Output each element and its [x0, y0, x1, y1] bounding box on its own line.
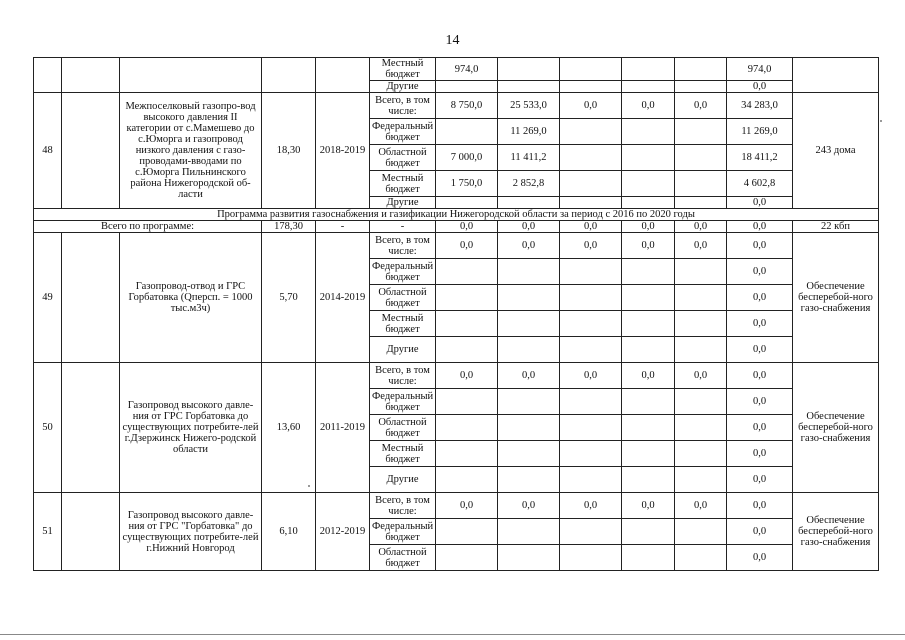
value-y2019 — [622, 441, 675, 467]
value-y2016: 0,0 — [436, 363, 498, 389]
value-total: 0,0 — [727, 467, 793, 493]
value-y2018 — [560, 415, 622, 441]
value-y2018 — [560, 337, 622, 363]
value-y2017 — [498, 81, 560, 93]
value-y2019 — [622, 285, 675, 311]
value-y2018: 0,0 — [560, 233, 622, 259]
value-y2020 — [675, 337, 727, 363]
funding-source: Всего, в том числе: — [370, 233, 436, 259]
value-y2017: 11 269,0 — [498, 119, 560, 145]
item-length: 18,30 — [262, 93, 316, 209]
item-blank — [62, 93, 120, 209]
table-row — [34, 363, 879, 389]
value-y2018 — [560, 311, 622, 337]
value-total: 0,0 — [727, 519, 793, 545]
value-total: 0,0 — [727, 259, 793, 285]
item-number: 49 — [34, 233, 62, 363]
value-y2016 — [436, 197, 498, 209]
funding-source: Областной бюджет — [370, 415, 436, 441]
value-y2019 — [622, 81, 675, 93]
cell-name — [120, 58, 262, 93]
value-y2017: 0,0 — [498, 363, 560, 389]
item-number: 48 — [34, 93, 62, 209]
value-y2018: 0,0 — [560, 363, 622, 389]
value-total: 0,0 — [727, 493, 793, 519]
funding-source: Другие — [370, 81, 436, 93]
table-body — [34, 58, 879, 571]
value-y2016 — [436, 285, 498, 311]
value-y2018 — [560, 545, 622, 571]
value-y2016 — [436, 519, 498, 545]
value-y2019: 0,0 — [622, 233, 675, 259]
value-y2020 — [675, 311, 727, 337]
table-row — [34, 233, 879, 259]
funding-source: Местный бюджет — [370, 58, 436, 81]
value-y2016 — [436, 415, 498, 441]
value-y2018 — [560, 441, 622, 467]
value-y2016: 0,0 — [436, 493, 498, 519]
value-y2017: 0,0 — [498, 493, 560, 519]
value-total: 0,0 — [727, 415, 793, 441]
value-total: 0,0 — [727, 337, 793, 363]
value-y2016 — [436, 259, 498, 285]
table-row — [34, 493, 879, 519]
value-y2020 — [675, 145, 727, 171]
value-y2020 — [675, 545, 727, 571]
item-period: 2018-2019 — [316, 93, 370, 209]
funding-source: Областной бюджет — [370, 285, 436, 311]
item-length: 13,60 — [262, 363, 316, 493]
program-total-label: Всего по программе: — [34, 221, 262, 233]
value-y2017 — [498, 58, 560, 81]
value-y2019 — [622, 145, 675, 171]
value-y2019 — [622, 389, 675, 415]
value-y2019 — [622, 58, 675, 81]
value-y2016: 1 750,0 — [436, 171, 498, 197]
value-total: 0,0 — [727, 545, 793, 571]
item-length: 5,70 — [262, 233, 316, 363]
value-y2019 — [622, 197, 675, 209]
value-y2018 — [560, 119, 622, 145]
table-row — [34, 93, 879, 119]
value-y2017: 0,0 — [498, 233, 560, 259]
item-result: 243 дома — [793, 93, 879, 209]
value-total: 18 411,2 — [727, 145, 793, 171]
value-y2018 — [560, 81, 622, 93]
program-total-y2020: 0,0 — [675, 221, 727, 233]
cell-period — [316, 58, 370, 93]
value-y2019 — [622, 519, 675, 545]
value-y2018 — [560, 58, 622, 81]
value-y2019: 0,0 — [622, 363, 675, 389]
value-y2019 — [622, 337, 675, 363]
value-y2019 — [622, 311, 675, 337]
value-y2016: 0,0 — [436, 233, 498, 259]
funding-source: Областной бюджет — [370, 545, 436, 571]
value-y2020: 0,0 — [675, 233, 727, 259]
value-y2017 — [498, 519, 560, 545]
value-y2017 — [498, 197, 560, 209]
value-y2017 — [498, 337, 560, 363]
funding-source: Другие — [370, 197, 436, 209]
value-y2020 — [675, 119, 727, 145]
item-period: 2012-2019 — [316, 493, 370, 571]
value-total: 0,0 — [727, 197, 793, 209]
cell-length — [262, 58, 316, 93]
value-y2016: 7 000,0 — [436, 145, 498, 171]
item-length: 6,10 — [262, 493, 316, 571]
value-total: 34 283,0 — [727, 93, 793, 119]
item-name: Межпоселковый газопро-вод высокого давления II категории от с.Мамешево до с.Юморга и газопровод низкого давления с газо-проводами-вводами по с.Юморга Пильнинского района Нижегородской об-ласти — [120, 93, 262, 209]
funding-source: Всего, в том числе: — [370, 93, 436, 119]
value-y2020 — [675, 441, 727, 467]
program-total-result: 22 кбп — [793, 221, 879, 233]
cell-num — [34, 58, 62, 93]
item-name: Газопровод высокого давле-ния от ГРС Горбатовка до существующих потребите-лей г.Дзержинск Нижего-родской области — [120, 363, 262, 493]
value-y2017: 25 533,0 — [498, 93, 560, 119]
funding-source: Местный бюджет — [370, 441, 436, 467]
value-total: 0,0 — [727, 285, 793, 311]
value-y2019 — [622, 545, 675, 571]
value-y2019 — [622, 467, 675, 493]
value-y2020: 0,0 — [675, 93, 727, 119]
value-y2016 — [436, 81, 498, 93]
page-number: 14 — [445, 33, 460, 48]
funding-source: Федеральный бюджет — [370, 259, 436, 285]
funding-source: Областной бюджет — [370, 145, 436, 171]
cell-result — [793, 58, 879, 93]
value-y2019 — [622, 119, 675, 145]
value-y2020 — [675, 467, 727, 493]
value-y2017 — [498, 259, 560, 285]
value-y2017: 11 411,2 — [498, 145, 560, 171]
value-y2018 — [560, 259, 622, 285]
value-y2016 — [436, 441, 498, 467]
value-y2018 — [560, 519, 622, 545]
table-row — [34, 221, 879, 233]
funding-source: Другие — [370, 337, 436, 363]
value-y2017 — [498, 467, 560, 493]
value-y2017: 2 852,8 — [498, 171, 560, 197]
item-name: Газопровод высокого давле-ния от ГРС "Горбатовка" до существующих потребите-лей г.Нижний Новгород — [120, 493, 262, 571]
value-y2020 — [675, 389, 727, 415]
table-row — [34, 209, 879, 221]
value-y2017 — [498, 389, 560, 415]
funding-source: Всего, в том числе: — [370, 363, 436, 389]
item-period: 2011-2019 — [316, 363, 370, 493]
item-blank — [62, 363, 120, 493]
program-total-y2019: 0,0 — [622, 221, 675, 233]
value-y2020: 0,0 — [675, 493, 727, 519]
item-number: 51 — [34, 493, 62, 571]
value-total: 0,0 — [727, 363, 793, 389]
value-y2017 — [498, 441, 560, 467]
value-y2018 — [560, 171, 622, 197]
funding-source: Федеральный бюджет — [370, 389, 436, 415]
funding-source: Другие — [370, 467, 436, 493]
scan-edge-line — [0, 634, 905, 635]
scan-speck — [880, 120, 882, 122]
value-y2016: 8 750,0 — [436, 93, 498, 119]
program-total-length: 178,30 — [262, 221, 316, 233]
value-y2019: 0,0 — [622, 93, 675, 119]
item-result: Обеспечение бесперебой-ного газо-снабжения — [793, 233, 879, 363]
program-total-sum: 0,0 — [727, 221, 793, 233]
value-y2016 — [436, 337, 498, 363]
value-y2016 — [436, 311, 498, 337]
value-y2020 — [675, 171, 727, 197]
value-y2018 — [560, 285, 622, 311]
value-total: 11 269,0 — [727, 119, 793, 145]
item-number: 50 — [34, 363, 62, 493]
value-y2020 — [675, 81, 727, 93]
item-result: Обеспечение бесперебой-ного газо-снабжения — [793, 493, 879, 571]
scan-speck — [308, 485, 310, 487]
value-y2018 — [560, 197, 622, 209]
value-total: 0,0 — [727, 389, 793, 415]
value-y2019 — [622, 415, 675, 441]
program-total-y2016: 0,0 — [436, 221, 498, 233]
item-blank — [62, 493, 120, 571]
funding-source: Федеральный бюджет — [370, 519, 436, 545]
cell-blank — [62, 58, 120, 93]
program-total-y2018: 0,0 — [560, 221, 622, 233]
value-y2017 — [498, 545, 560, 571]
item-period: 2014-2019 — [316, 233, 370, 363]
funding-source: Местный бюджет — [370, 311, 436, 337]
value-y2017 — [498, 415, 560, 441]
value-y2016 — [436, 467, 498, 493]
value-y2016 — [436, 119, 498, 145]
value-total: 0,0 — [727, 441, 793, 467]
value-y2018 — [560, 389, 622, 415]
value-total: 0,0 — [727, 233, 793, 259]
program-title: Программа развития газоснабжения и газификации Нижегородской области за период с 2016 по 2020 годы — [34, 209, 879, 221]
value-y2020 — [675, 58, 727, 81]
value-y2019 — [622, 259, 675, 285]
value-total: 974,0 — [727, 58, 793, 81]
table-row — [34, 58, 879, 81]
program-total-y2017: 0,0 — [498, 221, 560, 233]
item-result: Обеспечение бесперебой-ного газо-снабжения — [793, 363, 879, 493]
value-y2016: 974,0 — [436, 58, 498, 81]
value-y2018: 0,0 — [560, 493, 622, 519]
value-y2017 — [498, 311, 560, 337]
program-total-source: - — [370, 221, 436, 233]
value-y2020 — [675, 197, 727, 209]
value-y2016 — [436, 389, 498, 415]
value-y2020: 0,0 — [675, 363, 727, 389]
value-y2020 — [675, 285, 727, 311]
funding-table — [33, 57, 879, 571]
funding-source: Всего, в том числе: — [370, 493, 436, 519]
value-y2020 — [675, 519, 727, 545]
item-blank — [62, 233, 120, 363]
funding-source: Федеральный бюджет — [370, 119, 436, 145]
value-y2017 — [498, 285, 560, 311]
value-y2018 — [560, 467, 622, 493]
value-total: 4 602,8 — [727, 171, 793, 197]
program-total-period: - — [316, 221, 370, 233]
value-y2018 — [560, 145, 622, 171]
value-total: 0,0 — [727, 311, 793, 337]
item-name: Газопровод-отвод и ГРС Горбатовка (Qперсп. = 1000 тыс.м3ч) — [120, 233, 262, 363]
value-y2020 — [675, 259, 727, 285]
value-y2020 — [675, 415, 727, 441]
funding-source: Местный бюджет — [370, 171, 436, 197]
value-y2016 — [436, 545, 498, 571]
value-y2018: 0,0 — [560, 93, 622, 119]
value-y2019: 0,0 — [622, 493, 675, 519]
value-total: 0,0 — [727, 81, 793, 93]
value-y2019 — [622, 171, 675, 197]
